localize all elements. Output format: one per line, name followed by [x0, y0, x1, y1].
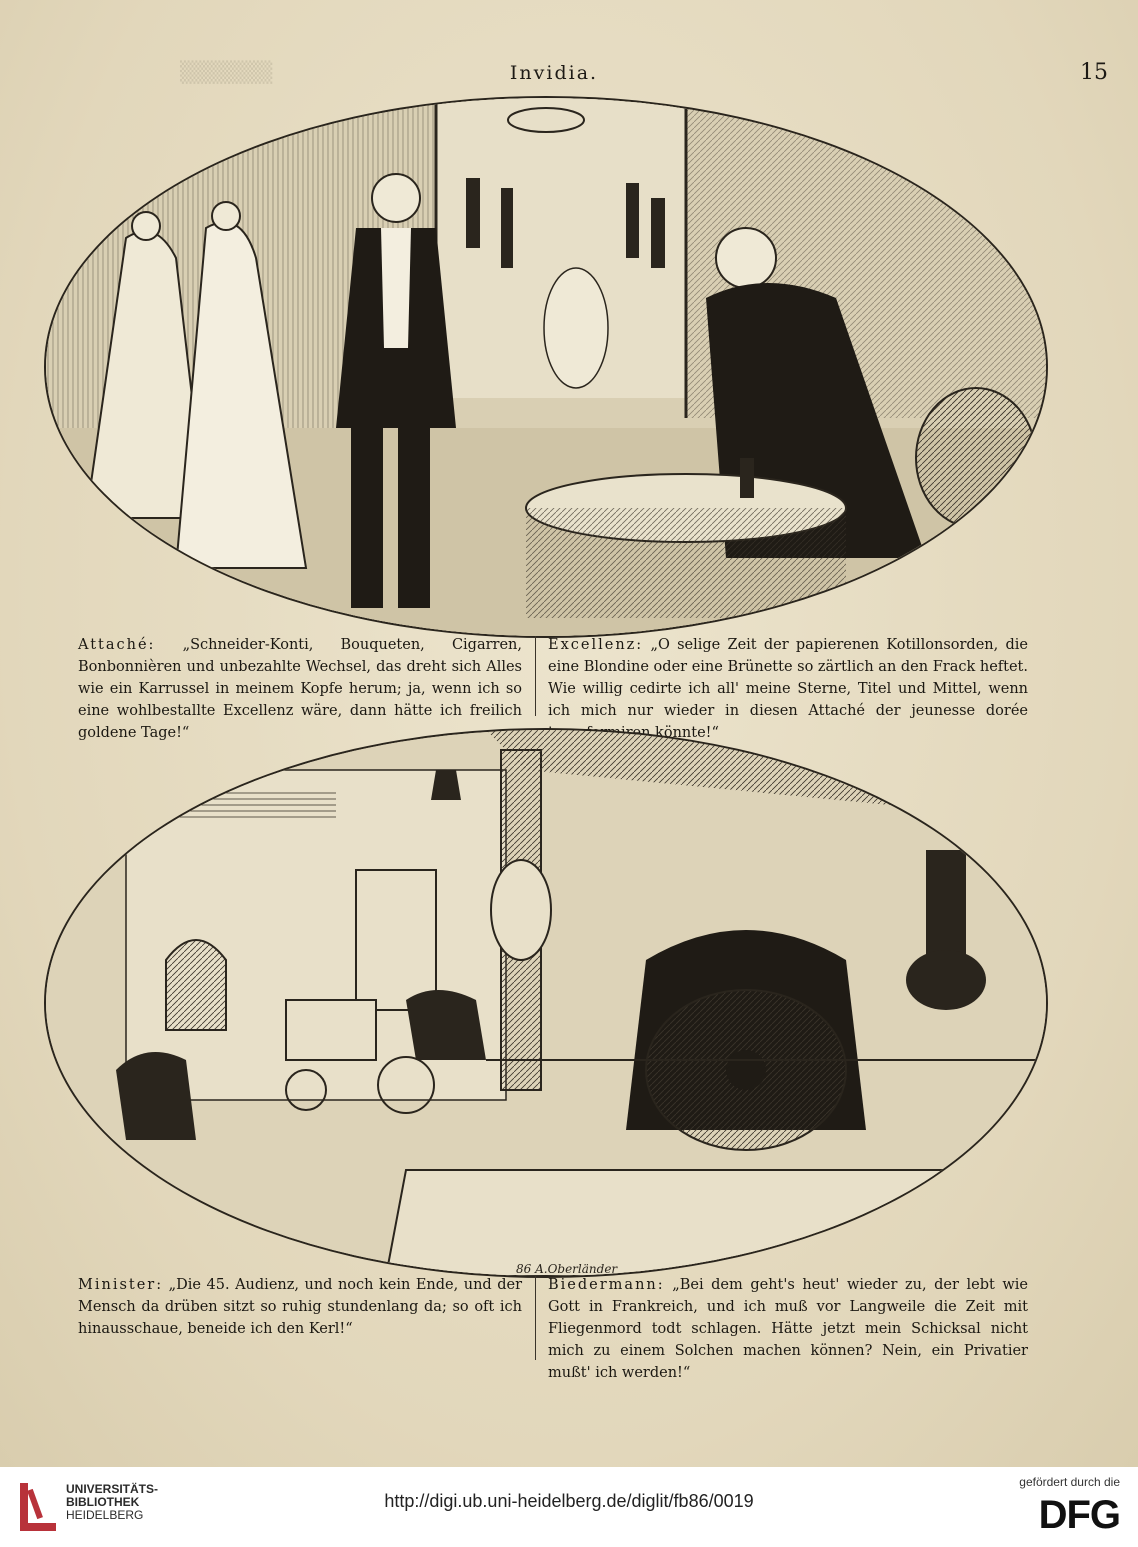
library-name-line3: HEIDELBERG — [66, 1508, 144, 1522]
caption-speaker: Biedermann: — [548, 1277, 665, 1293]
caption-biedermann — [548, 1274, 1028, 1384]
caption-speaker: Attaché: — [78, 637, 156, 653]
caption-text: „Die 45. Audienz, und noch kein Ende, und der Mensch da drüben sitzt so ruhig stundenlang da; so oft ich hinausschaue, beneide ich den Kerl!“ — [78, 1277, 523, 1337]
page-title: Invidia. — [509, 62, 599, 84]
illustration-ballroom — [44, 96, 1048, 638]
dfg-logo[interactable]: DFG — [1038, 1493, 1120, 1537]
page-header — [60, 58, 1108, 88]
funding-note: gefördert durch die — [1019, 1475, 1120, 1489]
illustration-street-window — [44, 728, 1048, 1278]
caption-minister — [78, 1274, 522, 1340]
column-divider — [535, 1276, 536, 1360]
caption-speaker: Excellenz: — [548, 637, 644, 653]
caption-attache — [78, 634, 522, 744]
caption-text: „Bei dem geht's heut' wieder zu, der lebt wie Gott in Frankreich, und ich muß vor Langweile die Zeit mit Fliegenmord todt schlagen. Hätte jetzt mein Schicksal nicht mich zu einem Solchen machen können? Nein, ein Privatier mußt' ich werden!“ — [548, 1277, 1028, 1381]
column-divider — [535, 636, 536, 716]
library-name-line2: BIBLIOTHEK — [66, 1495, 140, 1509]
artist-signature: 86 A.Oberländer — [516, 1262, 618, 1276]
caption-excellenz — [548, 634, 1028, 744]
street-window-drawing — [46, 730, 1046, 1276]
page-number: 15 — [1080, 60, 1108, 85]
caption-speaker: Minister: — [78, 1277, 164, 1293]
caption-text: „O selige Zeit der papierenen Kotillonsorden, die eine Blondine oder eine Brünette so zärtlich an den Frack heftet. Wie willig cedirte ich all' meine Sterne, Titel und Mittel, wenn ich mich nur wieder in diesen Attaché der jeunesse dorée — [548, 637, 1028, 719]
caption-text: „Schneider-Konti, Bouqueten, Cigarren, Bonbonnièren und unbezahlte Wechsel, das dreht sich Alles wie ein Karrussel in meinem Kopfe herum; ja, wenn ich so eine wohlbestallte Excellenz wäre, dann hätte ich freilich — [78, 637, 522, 719]
permalink-url[interactable]: http://digi.ub.uni-heidelberg.de/diglit/fb86/0019 — [384, 1491, 754, 1511]
library-name-line1: UNIVERSITÄTS- — [66, 1482, 159, 1496]
ballroom-drawing — [46, 98, 1046, 636]
viewer-footer — [0, 1467, 1138, 1547]
bleed-through-decoration: ▒▒▒▒▒▒ — [180, 60, 273, 84]
